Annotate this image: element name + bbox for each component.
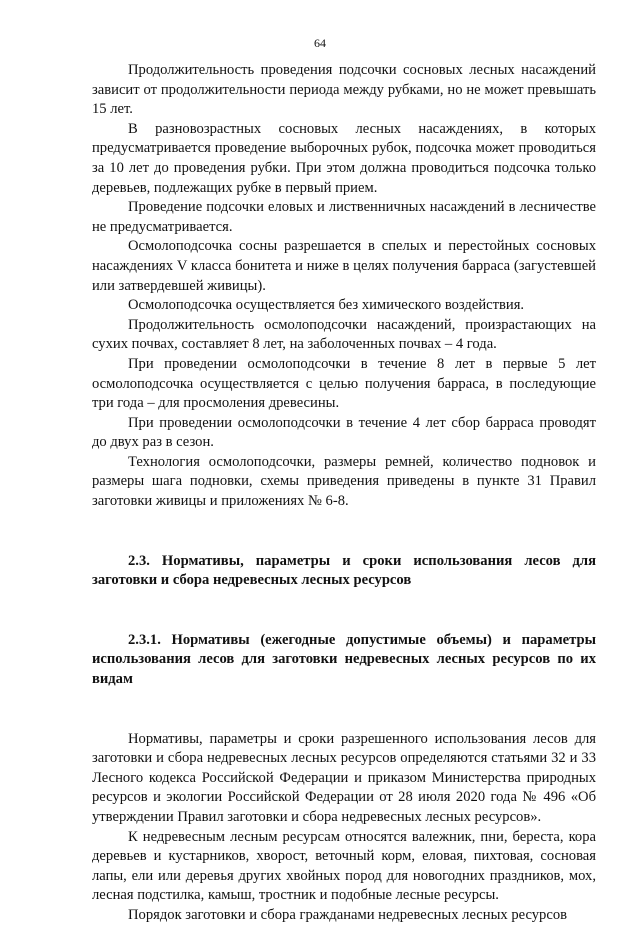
paragraph: В разновозрастных сосновых лесных насаждениях, в которых предусматривается проведение выборочных рубок, подсочка может проводиться за 10 лет до проведения рубки. При этом должна проводиться подсочка только деревьев, подлежащих рубке в первый прием. bbox=[92, 120, 596, 196]
spacer bbox=[92, 690, 596, 730]
paragraph: При проведении осмолоподсочки в течение 4 лет сбор барраса проводят до двух раз в сезон. bbox=[92, 414, 596, 451]
spacer bbox=[92, 591, 596, 631]
paragraph: Порядок заготовки и сбора гражданами недревесных лесных ресурсов bbox=[128, 906, 568, 923]
paragraph: Проведение подсочки еловых и лиственничных насаждений в лесничестве не предусматривается. bbox=[92, 199, 596, 235]
paragraph: Осмолоподсочка осуществляется без химического воздействия. bbox=[128, 297, 525, 314]
paragraph: Технология осмолоподсочки, размеры ремней, количество подновок и размеры шага подновки, схемы приведения приведены в пункте 31 Правил заготовки живицы и приложениях № 6-8. bbox=[92, 453, 596, 510]
paragraph: Осмолоподсочка сосны разрешается в спелых и перестойных сосновых насаждениях V класса бонитета и ниже в целях получения барраса (загустевшей или затвердевшей живицы). bbox=[92, 238, 596, 294]
paragraph: Продолжительность осмолоподсочки насаждений, произрастающих на сухих почвах, составляет 8 лет, на заболоченных почвах – 4 года. bbox=[92, 316, 596, 353]
paragraph: Нормативы, параметры и сроки разрешенного использования лесов для заготовки и сбора недревесных лесных ресурсов определяются статьями 32 и 33 Лесного кодекса Российской Федерации и приказом Министерства природных ресурсов и экологии Российской Федерации от 28 июля 2020 года № 496 «Об утверждении Правил заготовки и сбора недревесных лесных ресурсов». bbox=[92, 730, 596, 825]
paragraph: К недревесным лесным ресурсам относятся валежник, пни, береста, кора деревьев и кустарников, хворост, веточный корм, еловая, пихтовая, сосновая лапы, ели или деревья других хвойных пород для новогодних праздников, мох, лесная подстилка, камыш, тростник и подобные лесные ресурсы. bbox=[92, 828, 596, 904]
section-heading-2-3-1: 2.3.1. Нормативы (ежегодные допустимые объемы) и параметры использования лесов для заготовки недревесных лесных ресурсов по их видам bbox=[92, 631, 596, 688]
page-number: 64 bbox=[314, 36, 326, 50]
paragraph: При проведении осмолоподсочки в течение 8 лет в первые 5 лет осмолоподсочка осуществляется с целью получения барраса, в последующие три года – для просмоления древесины. bbox=[92, 355, 596, 412]
document-body bbox=[92, 61, 596, 926]
section-heading-2-3: 2.3. Нормативы, параметры и сроки использования лесов для заготовки и сбора недревесных лесных ресурсов bbox=[92, 552, 596, 589]
paragraph: Продолжительность проведения подсочки сосновых лесных насаждений зависит от продолжительности периода между рубками, но не может превышать 15 лет. bbox=[92, 62, 596, 118]
spacer bbox=[92, 512, 596, 552]
